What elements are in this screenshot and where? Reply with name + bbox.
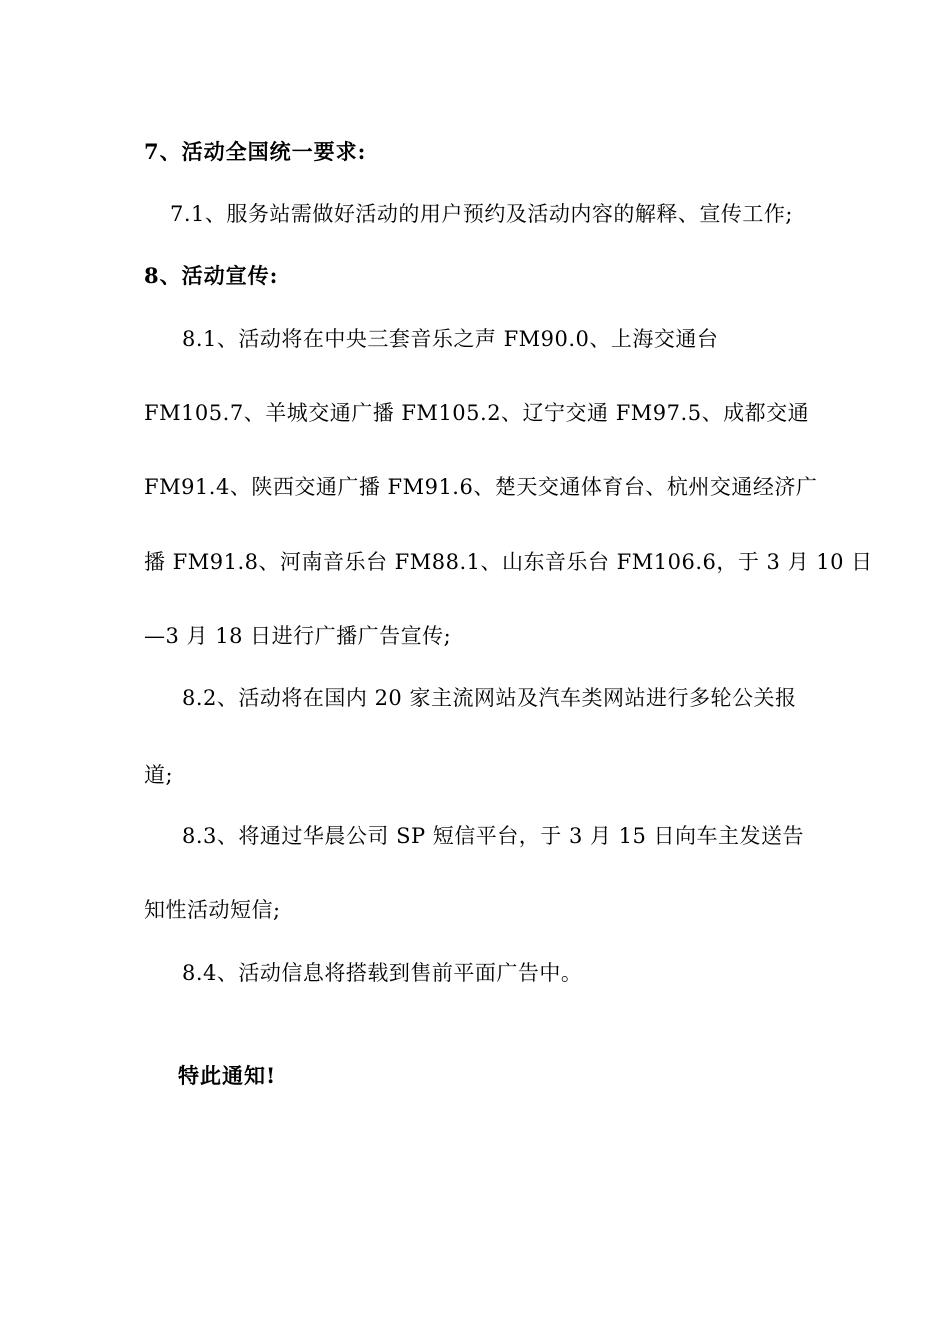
item-8-1-line-2: FM105.7、羊城交通广播 FM105.2、辽宁交通 FM97.5、成都交通 xyxy=(144,401,810,425)
item-8-1-line-5: —3 月 18 日进行广播广告宣传; xyxy=(144,624,452,648)
item-8-3-line-2: 知性活动短信; xyxy=(144,898,281,922)
item-7-1: 7.1、服务站需做好活动的用户预约及活动内容的解释、宣传工作; xyxy=(170,202,793,226)
item-8-3-line-1: 8.3、将通过华晨公司 SP 短信平台，于 3 月 15 日向车主发送告 xyxy=(182,824,805,848)
section-8-heading: 8、活动宣传: xyxy=(144,263,279,288)
item-8-1-line-3: FM91.4、陕西交通广播 FM91.6、楚天交通体育台、杭州交通经济广 xyxy=(144,475,818,499)
item-8-1-line-1: 8.1、活动将在中央三套音乐之声 FM90.0、上海交通台 xyxy=(182,327,719,351)
item-8-4: 8.4、活动信息将搭载到售前平面广告中。 xyxy=(182,961,583,985)
item-8-2-line-2: 道; xyxy=(144,763,174,787)
item-8-1-line-4: 播 FM91.8、河南音乐台 FM88.1、山东音乐台 FM106.6，于 3 月 10 日 xyxy=(144,550,873,574)
closing-notice: 特此通知! xyxy=(178,1063,277,1088)
section-7-heading: 7、活动全国统一要求: xyxy=(144,139,367,164)
item-8-2-line-1: 8.2、活动将在国内 20 家主流网站及汽车类网站进行多轮公关报 xyxy=(182,686,797,710)
